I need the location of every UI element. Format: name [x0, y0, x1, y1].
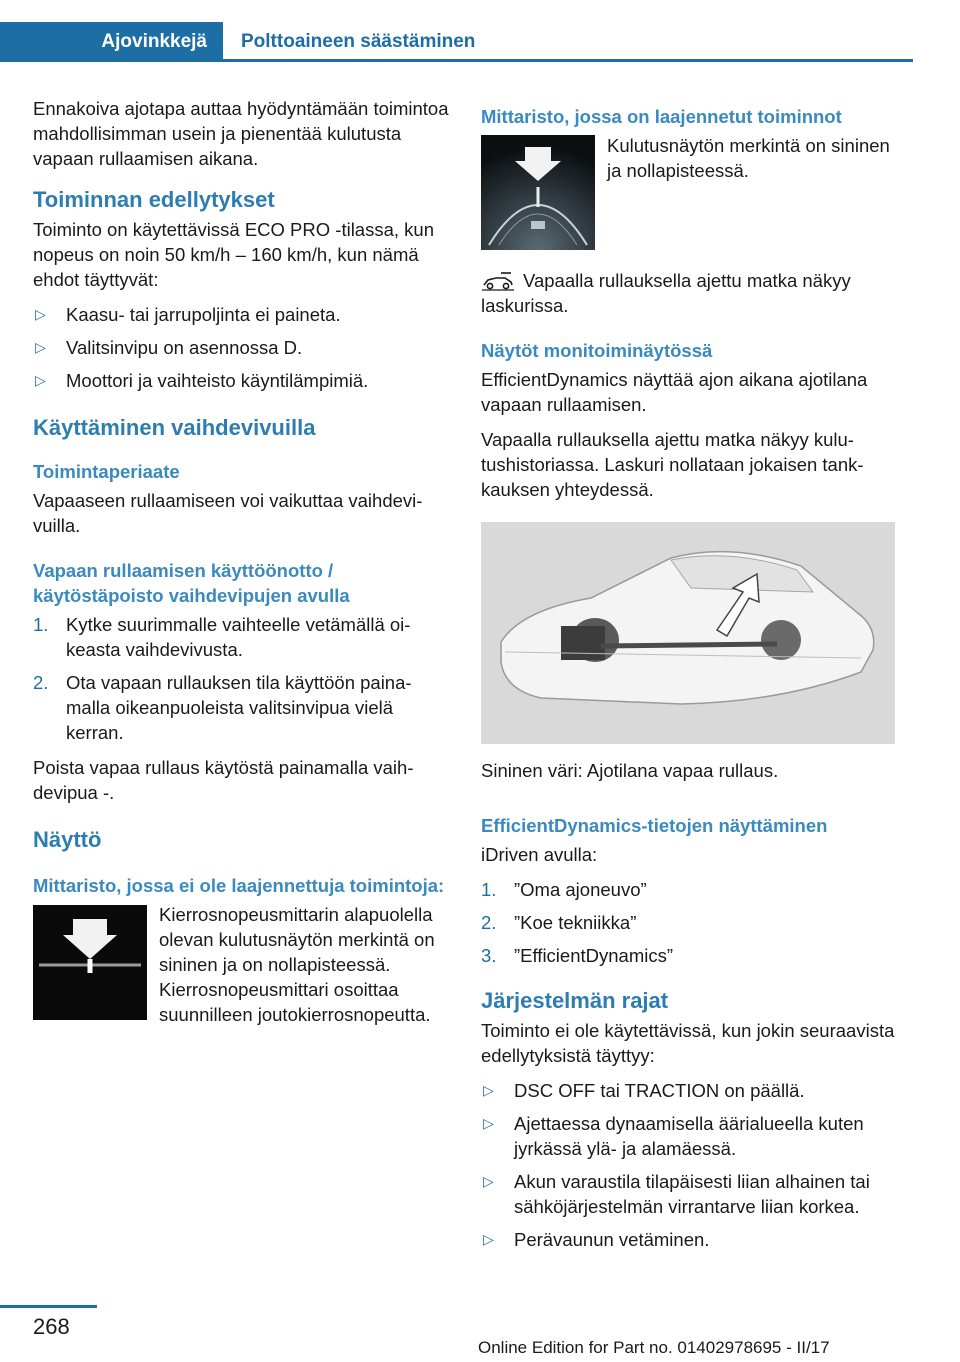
section-tab: Polttoaineen säästäminen	[223, 22, 913, 62]
monitor-text-2: Vapaalla rullauksella ajettu matka näkyy kulutushistoriassa. Laskuri nollataan jokaisen tankkauksen yhteydessä.	[481, 429, 864, 500]
activation-steps	[33, 612, 449, 745]
triangle-bullet-icon: ▷	[483, 1231, 494, 1247]
right-column	[481, 96, 895, 1262]
list-item: 2. ”Koe tekniikka”	[481, 912, 637, 933]
triangle-bullet-icon: ▷	[483, 1082, 494, 1098]
basic-cluster-block	[33, 902, 449, 1027]
chapter-tab: Ajovinkkejä	[0, 22, 223, 62]
footer-rule	[0, 1305, 97, 1308]
list-item: 3. ”EfficientDynamics”	[481, 945, 674, 966]
heading-prerequisites: Toiminnan edellytykset	[33, 187, 275, 212]
list-item: ▷ Akun varaustila tilapäisesti liian alhainen tai sähköjärjestelmän virrantarve liian korkea.	[483, 1171, 870, 1217]
list-item: ▷ Perävaunun vetäminen.	[483, 1229, 710, 1250]
prerequisites-text: Toiminto on käytettävissä ECO PRO -tilassa, kun nopeus on noin 50 km/h – 160 km/h, kun nämä ehdot täyttyvät:	[33, 219, 434, 290]
limits-list	[481, 1078, 895, 1252]
list-item: ▷ Ajettaessa dynaamisella äärialueella kuten jyrkässä ylä- ja alamäessä.	[483, 1113, 864, 1159]
triangle-bullet-icon: ▷	[35, 306, 46, 322]
triangle-bullet-icon: ▷	[35, 339, 46, 355]
list-item: ▷ DSC OFF tai TRACTION on päällä.	[483, 1080, 805, 1101]
list-item: ▷ Moottori ja vaihteisto käyntilämpimiä.	[35, 370, 369, 391]
triangle-bullet-icon: ▷	[483, 1173, 494, 1189]
deactivation-text: Poista vapaa rullaus käytöstä painamalla vaihdevipua -.	[33, 757, 414, 803]
heading-display: Näyttö	[33, 827, 102, 852]
ed-info-text: iDriven avulla:	[481, 844, 598, 865]
page-number: 268	[33, 1314, 70, 1339]
list-item: 1. ”Oma ajoneuvo”	[481, 879, 647, 900]
principle-text: Vapaaseen rullaamiseen voi vaikuttaa vaihdevivuilla.	[33, 490, 423, 536]
extended-cluster-image	[481, 135, 595, 250]
list-item: ▷ Kaasu- tai jarrupoljinta ei paineta.	[35, 304, 341, 325]
ed-steps	[481, 877, 895, 968]
heading-activation: Vapaan rullaamisen käyttöönotto / käytöstäpoisto vaihdevipujen avulla	[33, 560, 350, 606]
list-item: ▷ Valitsinvipu on asennossa D.	[35, 337, 303, 358]
car-drivetrain-image	[481, 522, 895, 744]
coast-counter-text: Vapaalla rullauksella ajettu matka näkyy laskurissa.	[481, 270, 851, 316]
extended-cluster-block	[481, 133, 895, 183]
extended-cluster-text: Kulutusnäytön merkintä on sininen ja nollapisteessä.	[607, 135, 890, 181]
heading-extended-cluster: Mittaristo, jossa on laajennetut toiminnot	[481, 106, 842, 127]
page-header	[0, 22, 895, 62]
heading-basic-cluster: Mittaristo, jossa ei ole laajennettuja toimintoja:	[33, 875, 445, 896]
heading-limits: Järjestelmän rajat	[481, 988, 669, 1013]
heading-principle: Toimintaperiaate	[33, 461, 180, 482]
coasting-car-icon	[481, 272, 515, 292]
edition-text: Online Edition for Part no. 01402978695 - II/17	[478, 1338, 830, 1357]
limits-text: Toiminto ei ole käytettävissä, kun jokin seuraavista edellytyksistä täyttyy:	[481, 1020, 895, 1066]
prerequisites-list	[33, 302, 449, 393]
list-item: 1. Kytke suurimmalle vaihteelle vetämällä oikeasta vaihdevivusta.	[33, 614, 411, 660]
heading-usage: Käyttäminen vaihdevivuilla	[33, 415, 316, 440]
triangle-bullet-icon: ▷	[35, 372, 46, 388]
left-column	[33, 96, 449, 1028]
monitor-text-1: EfficientDynamics näyttää ajon aikana ajotilana vapaan rullaamisen.	[481, 369, 868, 415]
car-caption: Sininen väri: Ajotilana vapaa rullaus.	[481, 760, 779, 781]
basic-cluster-image	[33, 905, 147, 1020]
heading-monitor: Näytöt monitoiminäytössä	[481, 340, 713, 361]
basic-cluster-text: Kierrosnopeusmittarin alapuolella olevan kulutusnäytön merkintä on sininen ja on nollapisteessä. Kierrosnopeusmittari osoittaa suunnilleen joutokierrosnopeutta.	[159, 904, 435, 1025]
list-item: 2. Ota vapaan rullauksen tila käyttöön painamalla oikeanpuoleista valitsinvipua vielä kerran.	[33, 672, 412, 743]
intro-paragraph: Ennakoiva ajotapa auttaa hyödyntämään toimintoa mahdollisimman usein ja pienentää kulutusta vapaan rullaamisen aikana.	[33, 98, 449, 169]
car-illustration	[481, 522, 895, 744]
triangle-bullet-icon: ▷	[483, 1115, 494, 1131]
heading-ed-info: EfficientDynamics-tietojen näyttäminen	[481, 815, 828, 836]
